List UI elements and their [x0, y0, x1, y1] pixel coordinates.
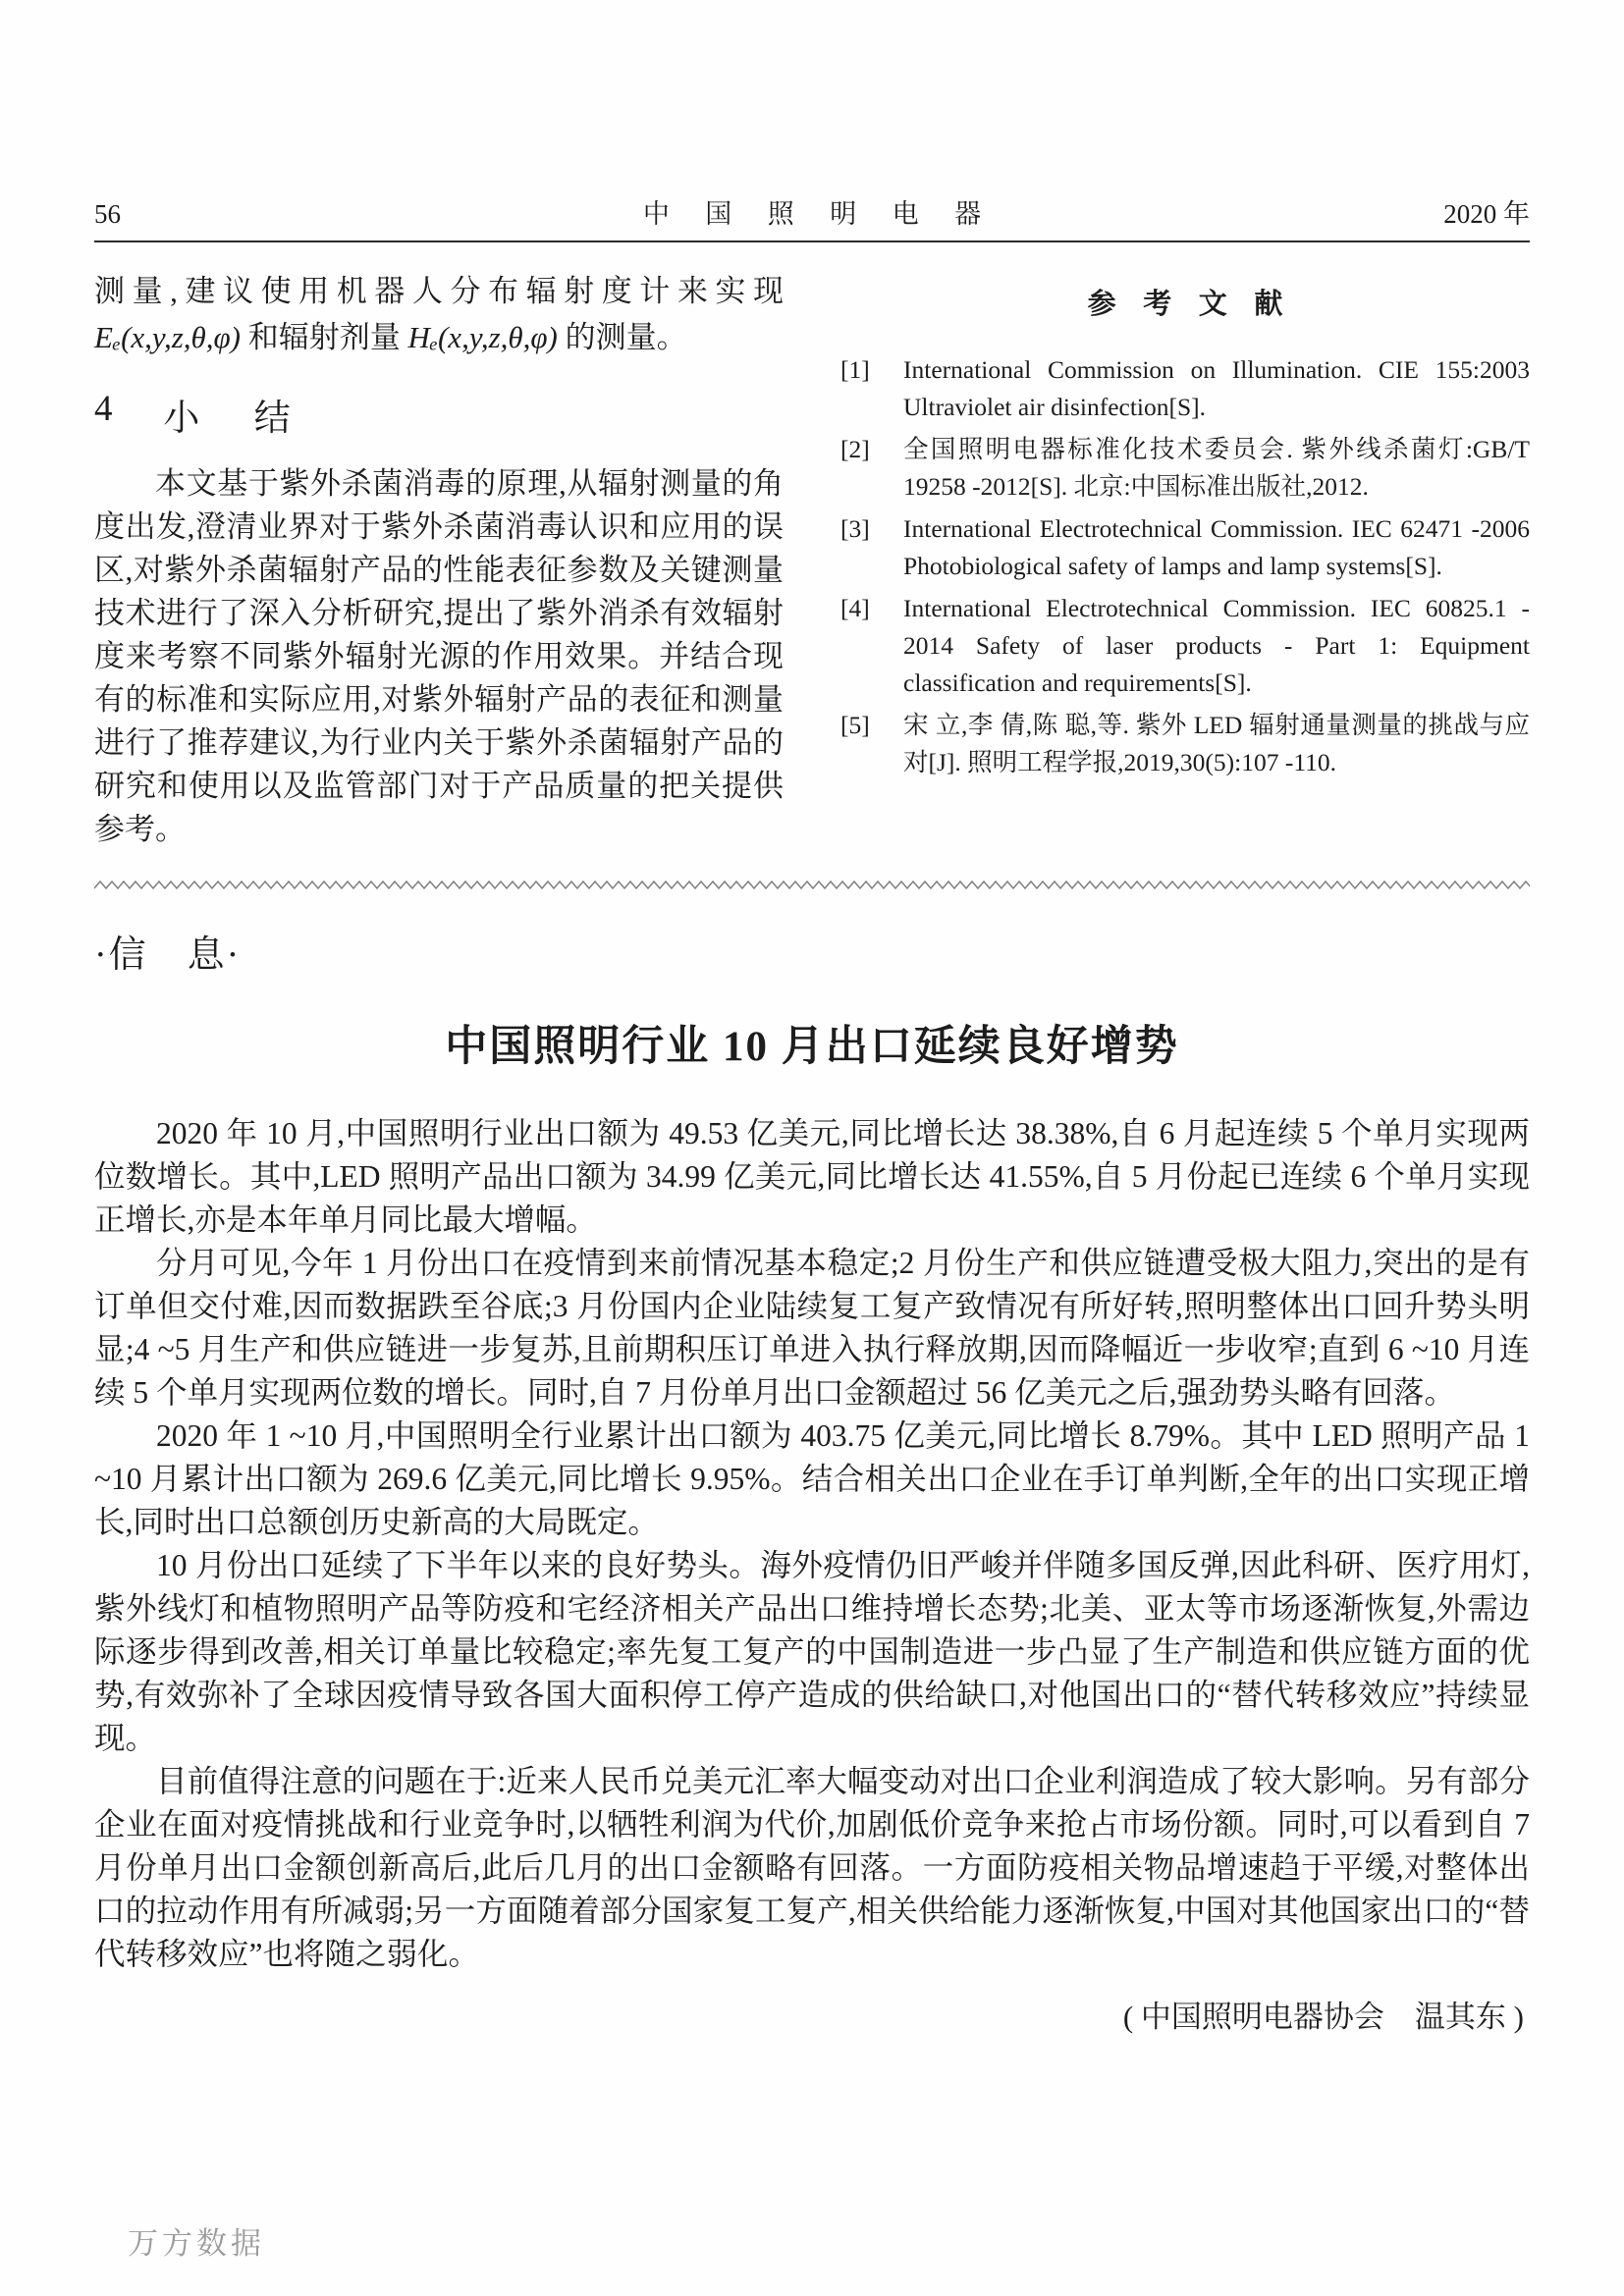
reference-text: 全国照明电器标准化技术委员会. 紫外线杀菌灯:GB/T 19258 -2012[S]. 北京:中国标准出版社,2012.	[903, 435, 1530, 501]
reference-number: [4]	[840, 594, 870, 622]
info-section-label: ·信 息·	[94, 934, 242, 976]
summary-paragraph: 本文基于紫外杀菌消毒的原理,从辐射测量的角度出发,澄清业界对于紫外杀菌消毒认识和应用的误区,对紫外杀菌辐射产品的性能表征参数及关键测量技术进行了深入分析研究,提出了紫外消杀有效辐射度来考察不同紫外辐射光源的作用效果。并结合现有的标准和实际应用,对紫外辐射产品的表征和测量进行了推荐建议,为行业内关于紫外杀菌辐射产品的研究和使用以及监管部门对于产品质量的把关提供参考。	[94, 466, 784, 846]
article-paragraph: 10 月份出口延续了下半年以来的良好势头。海外疫情仍旧严峻并伴随多国反弹,因此科研、医疗用灯,紫外线灯和植物照明产品等防疫和宅经济相关产品出口维持增长态势;北美、亚太等市场逐渐恢复,外需边际逐步得到改善,相关订单量比较稳定;率先复工复产的中国制造进一步凸显了生产制造和供应链方面的优势,有效弥补了全球因疫情导致各国大面积停工停产造成的供给缺口,对他国出口的“替代转移效应”持续显现。	[94, 1548, 1530, 1755]
watermark-wanfang-data: 万方数据	[128, 2226, 265, 2261]
reference-number: [5]	[840, 711, 870, 739]
top-two-column-section	[94, 268, 1530, 851]
section-number: 4	[94, 389, 113, 429]
article-paragraph: 2020 年 1 ~10 月,中国照明全行业累计出口额为 403.75 亿美元,同比增长 8.79%。其中 LED 照明产品 1 ~10 月累计出口额为 269.6 亿美元,同比增长 9.95%。结合相关出口企业在手订单判断,全年的出口实现正增长,同时出口总额创历史新高的大局既定。	[94, 1418, 1530, 1539]
reference-text: International Electrotechnical Commission. IEC 60825.1 - 2014 Safety of laser products - Part 1: Equipment classification and requirements[S].	[903, 594, 1530, 697]
section-divider	[94, 879, 1530, 892]
intro-text-pre: 测量,建议使用机器人分布辐射度计来实现	[94, 274, 784, 308]
left-column	[94, 268, 784, 851]
reference-number: [2]	[840, 435, 870, 463]
references-heading: 参考文献	[1087, 289, 1310, 320]
section-title: 小结	[163, 399, 346, 439]
article-body	[94, 1112, 1530, 1976]
article-attribution: ( 中国照明电器协会 温其东 )	[1122, 2000, 1524, 2034]
header-year: 2020 年	[1443, 199, 1530, 229]
reference-text: International Electrotechnical Commission. IEC 62471 -2006 Photobiological safety of lamps and lamp systems[S].	[903, 514, 1530, 580]
journal-title: 中 国 照 明 电 器	[642, 199, 996, 229]
reference-text: 宋 立,李 倩,陈 聪,等. 紫外 LED 辐射通量测量的挑战与应对[J]. 照明工程学报,2019,30(5):107 -110.	[903, 711, 1530, 776]
page-header	[94, 192, 1530, 242]
dose-formula: Hₑ(x,y,z,θ,φ)	[407, 320, 558, 354]
reference-item	[840, 590, 1530, 702]
references-list	[840, 351, 1530, 781]
article-paragraph: 目前值得注意的问题在于:近来人民币兑美元汇率大幅变动对出口企业利润造成了较大影响。另有部分企业在面对疫情挑战和行业竞争时,以牺牲利润为代价,加剧低价竞争来抢占市场份额。同时,可以看到自 7 月份单月出口金额创新高后,此后几月的出口金额略有回落。一方面防疫相关物品增速趋于平缓,对整体出口的拉动作用有所减弱;另一方面随着部分国家复工复产,相关供给能力逐渐恢复,中国对其他国家出口的“替代转移效应”也将随之弱化。	[94, 1764, 1530, 1971]
reference-number: [3]	[840, 514, 870, 543]
references-section	[840, 268, 1530, 851]
reference-number: [1]	[840, 355, 870, 384]
section-heading-summary	[94, 388, 784, 441]
reference-item	[840, 351, 1530, 426]
reference-text: International Commission on Illumination. CIE 155:2003 Ultraviolet air disinfection[S].	[903, 355, 1530, 421]
intro-paragraph	[94, 268, 784, 360]
article-paragraph: 2020 年 10 月,中国照明行业出口额为 49.53 亿美元,同比增长达 38.38%,自 6 月起连续 5 个单月实现两位数增长。其中,LED 照明产品出口额为 34.99 亿美元,同比增长达 41.55%,自 5 月份起已连续 6 个单月实现正增长,亦是本年单月同比最大增幅。	[94, 1116, 1530, 1237]
article-paragraph: 分月可见,今年 1 月份出口在疫情到来前情况基本稳定;2 月份生产和供应链遭受极大阻力,突出的是有订单但交付难,因而数据跌至谷底;3 月份国内企业陆续复工复产致情况有所好转,照明整体出口回升势头明显;4 ~5 月生产和供应链进一步复苏,且前期积压订单进入执行释放期,因而降幅近一步收窄;直到 6 ~10 月连续 5 个单月实现两位数的增长。同时,自 7 月份单月出口金额超过 56 亿美元之后,强劲势头略有回落。	[94, 1246, 1530, 1410]
article-title: 中国照明行业 10 月出口延续良好增势	[445, 1024, 1179, 1070]
reference-item	[840, 431, 1530, 506]
intro-text-post: 的测量。	[557, 320, 687, 354]
reference-item	[840, 510, 1530, 585]
intro-text-mid: 和辐射剂量	[240, 320, 408, 354]
page-number: 56	[94, 199, 121, 229]
reference-item	[840, 707, 1530, 781]
irradiance-formula: Eₑ(x,y,z,θ,φ)	[94, 320, 241, 354]
